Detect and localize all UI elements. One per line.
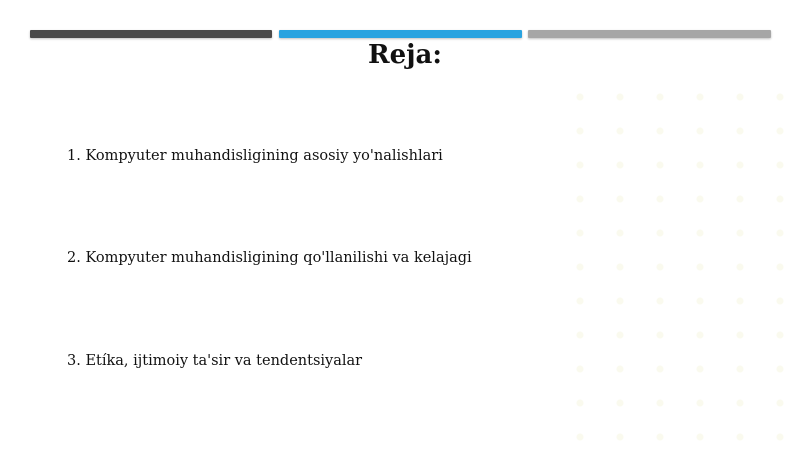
accent-bar-blue bbox=[279, 30, 522, 38]
background-decoration bbox=[560, 80, 800, 449]
slide-title: Reja: bbox=[367, 40, 442, 70]
plan-item: 3. Etíka, ijtimoiy ta'sir va tendentsiyalar bbox=[67, 353, 363, 369]
accent-bar-gray bbox=[528, 30, 771, 38]
plan-item: 2. Kompyuter muhandisligining qo'llanilishi va kelajagi bbox=[67, 250, 472, 266]
plan-item: 1. Kompyuter muhandisligining asosiy yo'nalishlari bbox=[67, 148, 443, 164]
accent-bar-dark bbox=[30, 30, 272, 38]
